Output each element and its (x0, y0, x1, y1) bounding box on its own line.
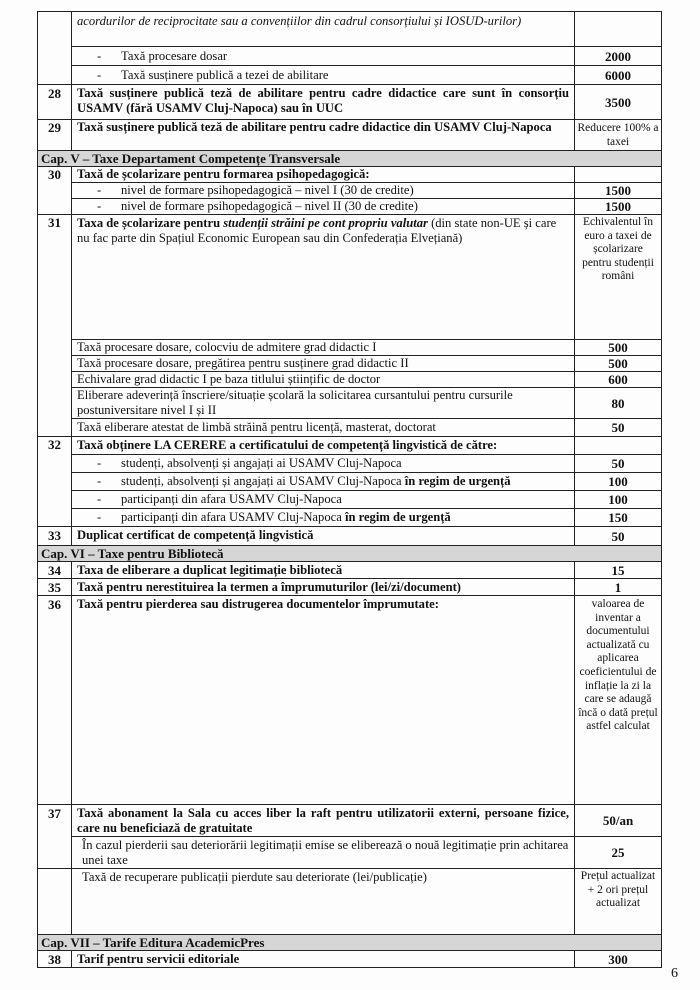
row-value: 1 (575, 579, 662, 596)
row-value: 2000 (575, 47, 662, 66)
chapter-title: Cap. VI – Taxe pentru Bibliotecă (38, 546, 662, 562)
row-number (38, 12, 72, 85)
row-number: 28 (38, 85, 72, 120)
chapter-row (38, 935, 662, 951)
row-number: 31 (38, 215, 72, 437)
row-description: Taxă pentru pierderea sau distrugerea documentelor împrumutate: (72, 596, 575, 805)
row-value: 50 (575, 455, 662, 473)
table-row (38, 491, 662, 509)
table-row (38, 183, 662, 199)
row-value: 50 (575, 527, 662, 546)
row-description: Tarif pentru servicii editoriale (72, 951, 575, 968)
row-value: 1500 (575, 199, 662, 215)
table-row (38, 562, 662, 579)
table-row (38, 199, 662, 215)
row-number: 36 (38, 596, 72, 805)
row-description: Taxa de eliberare a duplicat legitimație bibliotecă (72, 562, 575, 579)
table-row (38, 509, 662, 527)
row-description: - Taxă procesare dosar (72, 47, 575, 66)
row-value: 500 (575, 340, 662, 356)
table-row (38, 473, 662, 491)
row-description: - nivel de formare psihopedagogică – nivel II (30 de credite) (72, 199, 575, 215)
row-value (575, 12, 662, 47)
chapter-row (38, 151, 662, 167)
chapter-title: Cap. V – Taxe Departament Competențe Transversale (38, 151, 662, 167)
row-value (575, 167, 662, 183)
table-row (38, 596, 662, 805)
row-value (575, 437, 662, 455)
row-number: 37 (38, 805, 72, 869)
table-row (38, 12, 662, 47)
row-number: 38 (38, 951, 72, 968)
table-row (38, 372, 662, 388)
row-value: 25 (575, 837, 662, 869)
row-description: Duplicat certificat de competență lingvistică (72, 527, 575, 546)
table-row (38, 388, 662, 419)
row-number: 34 (38, 562, 72, 579)
row-description: - participanți din afara USAMV Cluj-Napoca (72, 491, 575, 509)
row-description: - participanți din afara USAMV Cluj-Napoca în regim de urgență (72, 509, 575, 527)
table-row (38, 356, 662, 372)
table-row (38, 120, 662, 151)
row-value: Prețul actualizat + 2 ori prețul actualizat (575, 869, 662, 935)
table-row (38, 419, 662, 437)
row-description: În cazul pierderii sau deteriorării legitimații emise se eliberează o nouă legitimație prin achitarea unei taxe (72, 837, 575, 869)
row-number (38, 869, 72, 935)
chapter-title: Cap. VII – Tarife Editura AcademicPres (38, 935, 662, 951)
row-value: Echivalentul în euro a taxei de școlarizare pentru studenții români (575, 215, 662, 340)
row-value: 600 (575, 372, 662, 388)
row-value: 80 (575, 388, 662, 419)
row-description: - studenți, absolvenți și angajați ai USAMV Cluj-Napoca (72, 455, 575, 473)
row-description: acordurilor de reciprocitate sau a convențiilor din cadrul consorțiului și IOSUD-urilor) (72, 12, 575, 47)
row-value: 500 (575, 356, 662, 372)
row-number: 30 (38, 167, 72, 215)
row-value: 150 (575, 509, 662, 527)
row-description: Eliberare adeverință înscriere/situație școlară la solicitarea cursantului pentru cursurile postuniversitare nivel I și II (72, 388, 575, 419)
row-description: Taxă de școlarizare pentru formarea psihopedagogică: (72, 167, 575, 183)
table-row (38, 455, 662, 473)
row-description: Taxă procesare dosare, colocviu de admitere grad didactic I (72, 340, 575, 356)
row-value: 1500 (575, 183, 662, 199)
table-row (38, 837, 662, 869)
row-description: Taxă abonament la Sala cu acces liber la raft pentru utilizatorii externi, persoane fizice, care nu beneficiază de gratuitate (72, 805, 575, 837)
row-description: Taxa de școlarizare pentru studenții străini pe cont propriu valutar (din state non-UE și care nu fac parte din Spațiul Economic European sau din Confederația Elvețiană) (72, 215, 575, 340)
row-value: 100 (575, 491, 662, 509)
row-description: Taxă pentru nerestituirea la termen a împrumuturilor (lei/zi/document) (72, 579, 575, 596)
row-value: 3500 (575, 85, 662, 120)
row-value: 50 (575, 419, 662, 437)
row-value: 300 (575, 951, 662, 968)
row-description: Taxă susținere publică teză de abilitare pentru cadre didactice din USAMV Cluj-Napoca (72, 120, 575, 151)
page-number: 6 (671, 966, 678, 981)
row-description: Taxă susținere publică teză de abilitare pentru cadre didactice care sunt în consorțiu USAMV (fără USAMV Cluj-Napoca) sau în UUC (72, 85, 575, 120)
table-row (38, 66, 662, 85)
table-row (38, 527, 662, 546)
row-description: - nivel de formare psihopedagogică – nivel I (30 de credite) (72, 183, 575, 199)
row-number: 33 (38, 527, 72, 546)
table-row (38, 85, 662, 120)
row-value: 100 (575, 473, 662, 491)
row-value: Reducere 100% a taxei (575, 120, 662, 151)
table-row (38, 340, 662, 356)
row-description: - studenți, absolvenți și angajați ai USAMV Cluj-Napoca în regim de urgență (72, 473, 575, 491)
row-value: 50/an (575, 805, 662, 837)
row-number: 35 (38, 579, 72, 596)
row-value: valoarea de inventar a documentului actualizată cu aplicarea coeficientului de inflație la zi la care se adaugă încă o dată prețul astfel calculat (575, 596, 662, 805)
table-row (38, 805, 662, 837)
row-value: 6000 (575, 66, 662, 85)
row-description: Taxă procesare dosare, pregătirea pentru susținere grad didactic II (72, 356, 575, 372)
chapter-row (38, 546, 662, 562)
row-number: 32 (38, 437, 72, 527)
row-description: Echivalare grad didactic I pe baza titlului științific de doctor (72, 372, 575, 388)
fee-table (37, 11, 662, 968)
row-number: 29 (38, 120, 72, 151)
table-row (38, 437, 662, 455)
row-description: Taxă de recuperare publicații pierdute sau deteriorate (lei/publicație) (72, 869, 575, 935)
table-row (38, 579, 662, 596)
table-row (38, 869, 662, 935)
row-description: - Taxă susținere publică a tezei de abilitare (72, 66, 575, 85)
row-value: 15 (575, 562, 662, 579)
table-row (38, 167, 662, 183)
row-description: Taxă obținere LA CERERE a certificatului de competență lingvistică de către: (72, 437, 575, 455)
row-description: Taxă eliberare atestat de limbă străină pentru licență, masterat, doctorat (72, 419, 575, 437)
table-row (38, 951, 662, 968)
table-row (38, 47, 662, 66)
table-row (38, 215, 662, 340)
